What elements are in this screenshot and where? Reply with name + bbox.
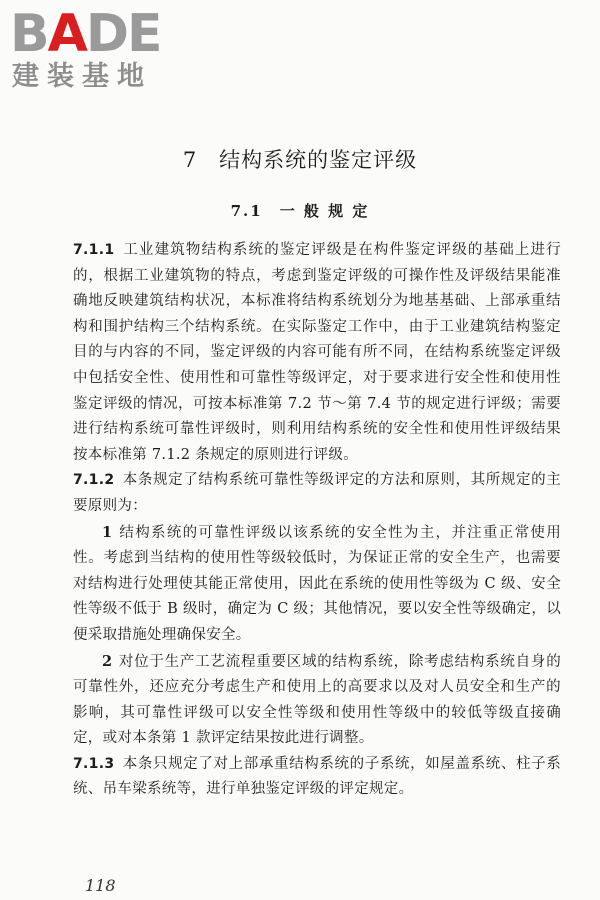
clause-number: 7.1.3 [73, 755, 115, 772]
item-text: 对位于生产工艺流程重要区域的结构系统，除考虑结构系统自身的可靠性外，还应充分考虑生产和使用上的高要求以及对人员安全和生产的影响，其可靠性评级可以安全性等级和使用性等级中的较低等级直接确定，或对本条第 1 款评定结果按此进行调整。 [73, 653, 561, 747]
item-text: 结构系统的可靠性评级以该系统的安全性为主，并注重正常使用性。考虑到当结构的使用性等级较低时，为保证正常的安全生产，也需要对结构进行处理使其能正常使用，因此在系统的使用性等级为 C 级、安全性等级不低于 B 级时，确定为 C 级；其他情况，要以安全性等级确定，以便采取措施处理确保安全。 [73, 524, 561, 643]
item-number: 1 [102, 523, 113, 541]
page-number: 118 [85, 876, 116, 895]
clause-7-1-2 [73, 468, 561, 519]
chapter-title: 7 结构系统的鉴定评级 [182, 148, 418, 172]
clause-number: 7.1.1 [73, 242, 115, 258]
clause-text: 工业建筑物结构系统的鉴定评级是在构件鉴定评级的基础上进行的，根据工业建筑物的特点，考虑到鉴定评级的可操作性及评级结果能准确地反映建筑结构状况，本标准将结构系统划分为地基基础、上部承重结构和围护结构三个结构系统。在实际鉴定工作中，由于工业建筑结构鉴定目的与内容的不同，鉴定评级的内容可能有所不同，在结构系统鉴定评级中包括安全性、使用性和可靠性等级评定，对于要求进行安全性和使用性鉴定评级的情况，可按本标准第 7.2 节～第 7.4 节的规定进行评级；需要进行结构系统可靠性评级时，则利用结构系统的安全性和使用性评级结果按本标准第 7.1.2 条规定的原则进行评级。 [73, 242, 561, 463]
clause-text: 本条只规定了对上部承重结构系统的子系统，如屋盖系统、柱子系统、吊车梁系统等，进行单独鉴定评级的评定规定。 [73, 755, 561, 798]
bade-logo [10, 4, 180, 96]
clause-number: 7.1.2 [73, 472, 115, 489]
clause-7-1-1 [73, 238, 561, 468]
logo-wordmark: BADE [10, 4, 161, 64]
section-title: 7.1 一 般 规 定 [230, 202, 370, 220]
clause-7-1-3 [73, 752, 561, 803]
clause-7-1-2-item-1 [73, 520, 561, 649]
document-body [73, 238, 561, 803]
item-number: 2 [102, 652, 113, 670]
logo-subtitle: 建装基地 [12, 61, 152, 92]
clause-7-1-2-item-2 [73, 649, 561, 752]
clause-text: 本条规定了结构系统可靠性等级评定的方法和原则，其所规定的主要原则为： [73, 472, 561, 514]
